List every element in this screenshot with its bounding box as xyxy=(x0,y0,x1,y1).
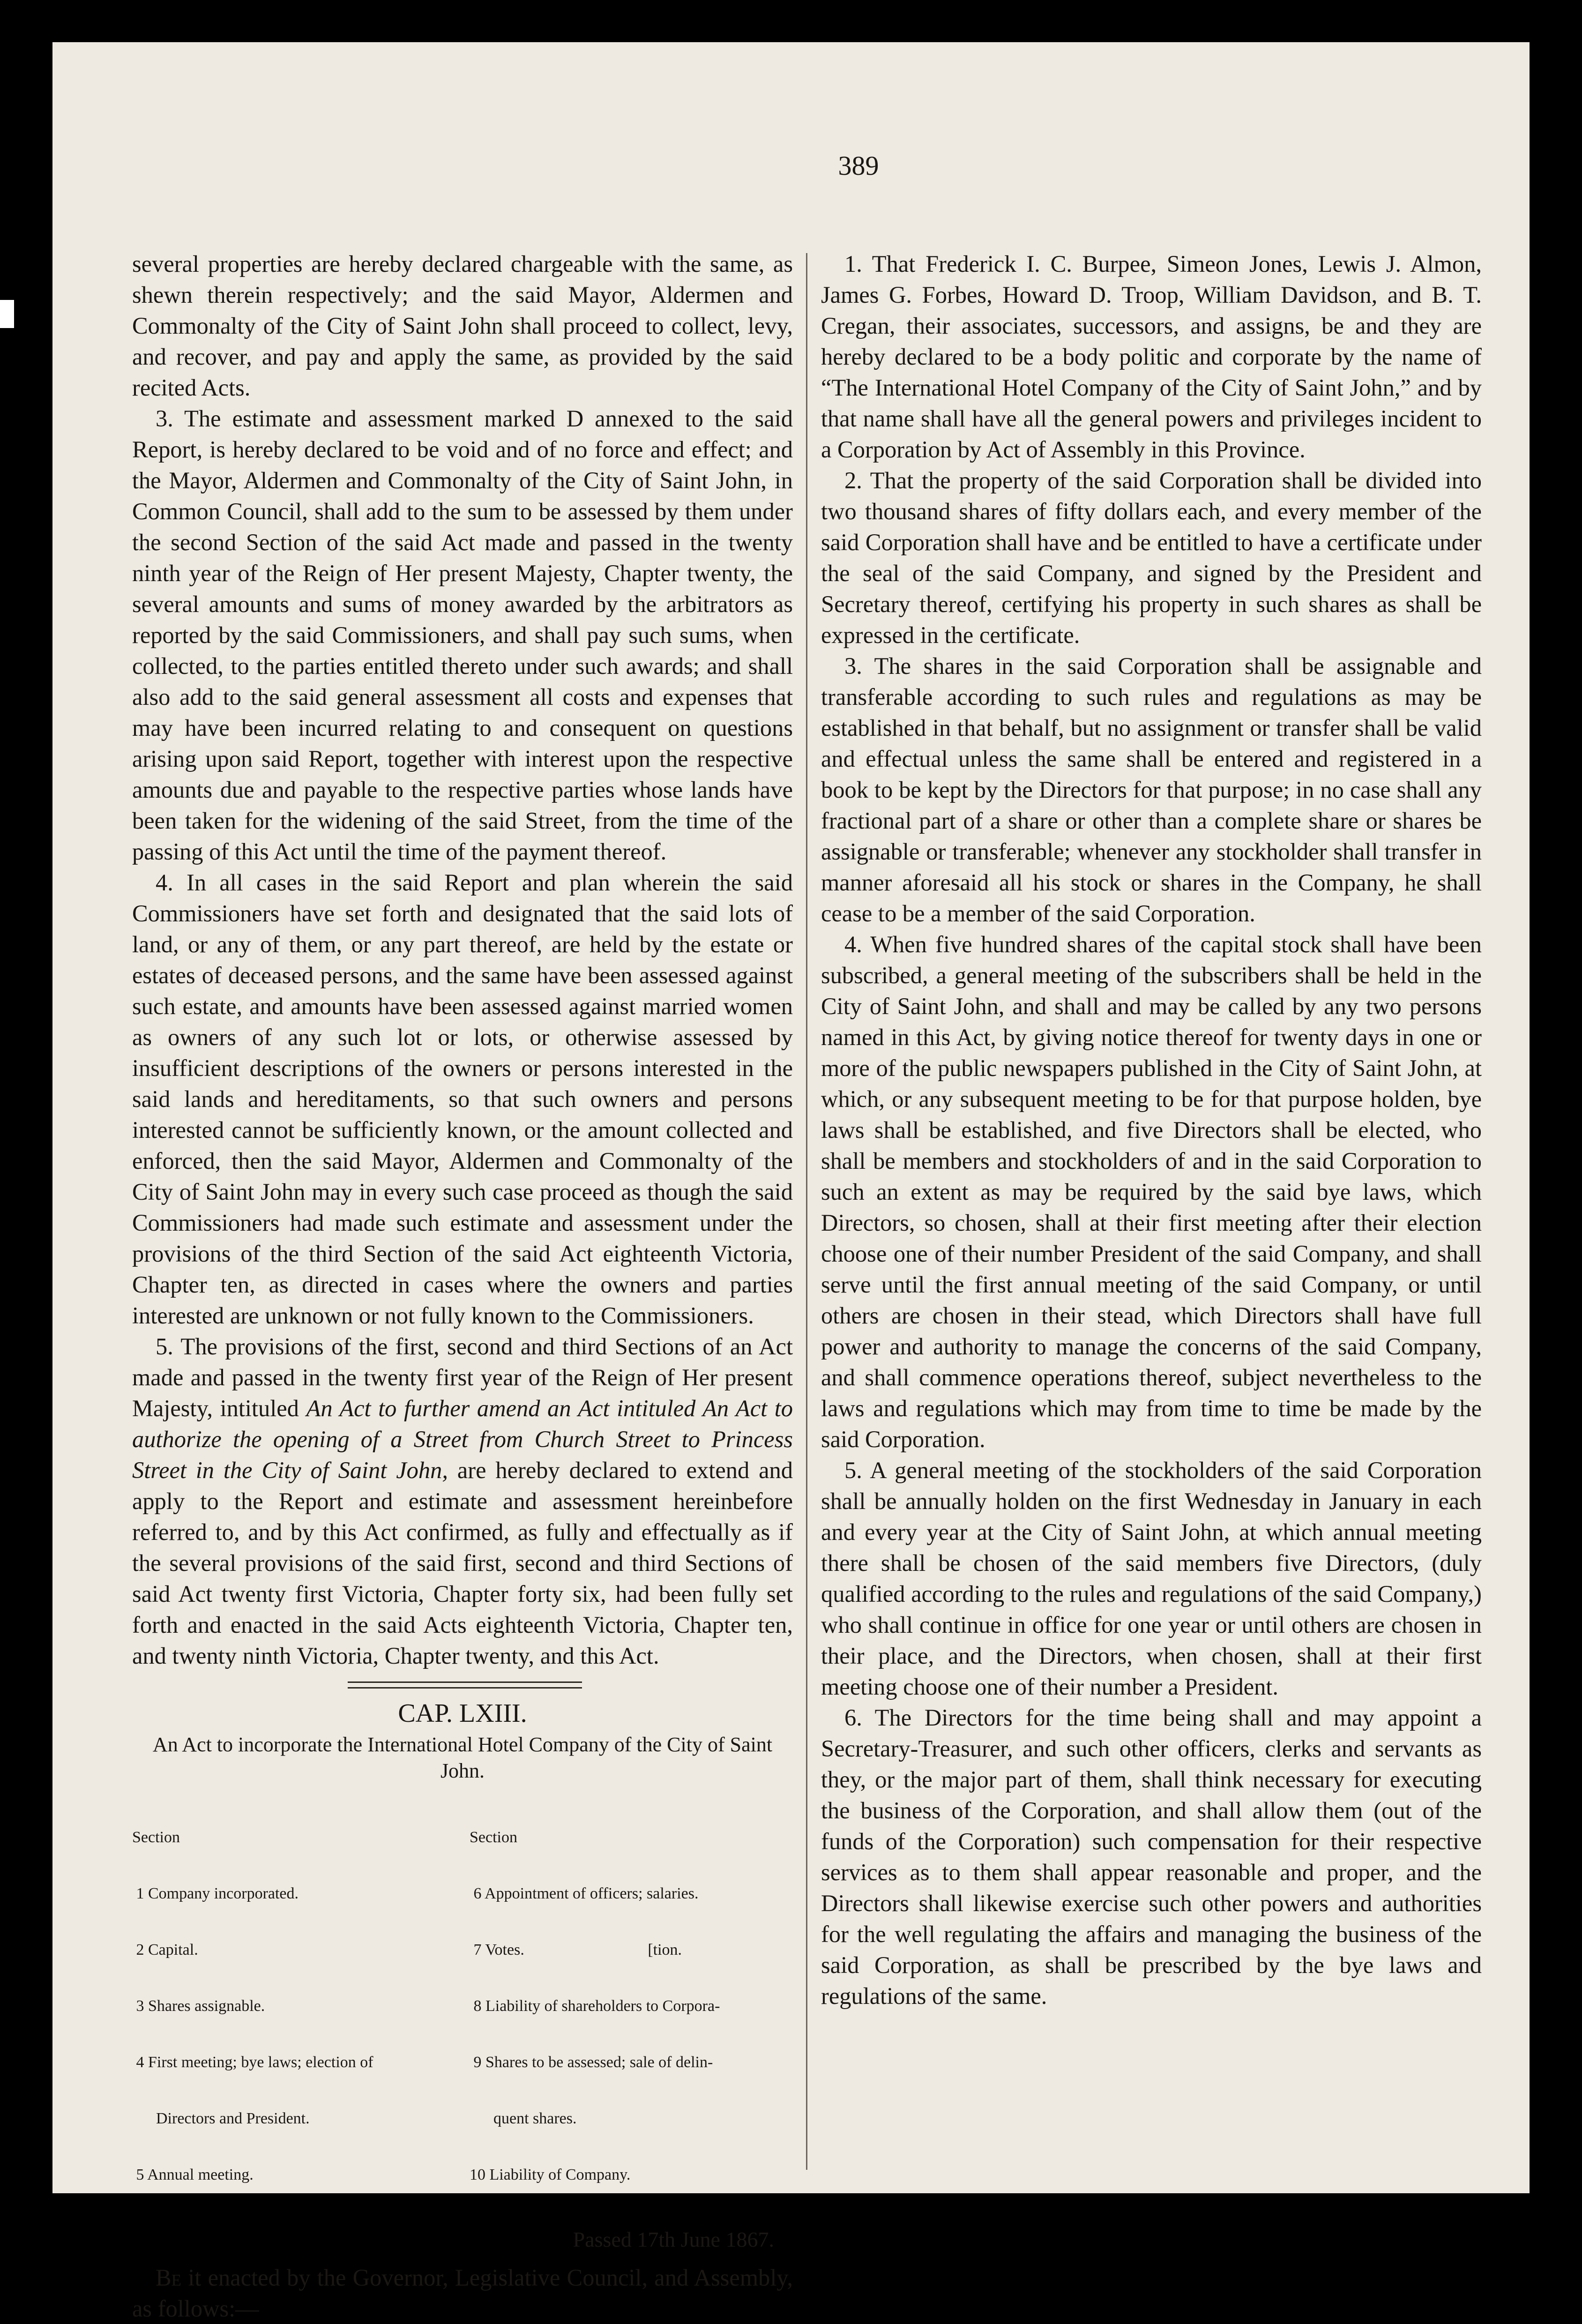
section-index-item: Section xyxy=(132,1829,180,1846)
section-index-item: 8 Liability of shareholders to Corpora- xyxy=(470,1997,720,2015)
document-page xyxy=(52,42,1530,2322)
passed-day-month: 17th June xyxy=(637,2227,720,2251)
paragraph-section-3: 3. The shares in the said Corporation shall be assignable and transferable according to such rules and regulations as may be established in that behalf, but no assignment or transfer shall be valid and effectual unless the same shall be entered and registered in a book to be kept by the Directors for that purpose; in no case shall any fractional part of a share or other than a complete share or shares be assignable or transferable; whenever any stockholder shall transfer in manner aforesaid all his stock or shares in the Company, he shall cease to be a member of the said Corporation. xyxy=(821,653,1482,927)
para5-act-title-italic: An Act to further amend an Act intituled An Act to authorize the opening of a Street from Church Street to Princess Street in the City of Saint John, xyxy=(132,1395,793,1483)
enacting-initial: Be xyxy=(156,2264,182,2291)
section-index-item: 10 Liability of Company. xyxy=(470,2166,631,2183)
paragraph-section-1: 1. That Frederick I. C. Burpee, Simeon Jones, Lewis J. Almon, James G. Forbes, Howard D. Troop, William Davidson, and B. T. Cregan, their associates, successors, and assigns, be and they are hereby declared to be a body politic and corporate by the name of “The International Hotel Company of the City of Saint John,” and by that name shall have all the general powers and privileges incident to a Corporation by Act of Assembly in this Province. xyxy=(821,251,1482,463)
section-index-item: 3 Shares assignable. xyxy=(132,1997,265,2015)
section-divider-rule xyxy=(348,1681,582,1689)
left-column xyxy=(132,248,793,2324)
section-index-right xyxy=(470,1791,793,2222)
section-index-item: 1 Company incorporated. xyxy=(132,1885,299,1902)
paragraph-section-4: 4. In all cases in the said Report and plan wherein the said Commissioners have set forth and designated that the said lots of land, or any of them, or any part thereof, are held by the estate or estates of deceased persons, and the same have been assessed against such estate, and amounts have been assessed against married women as owners of any such lot or lots, or otherwise assessed by insufficient descriptions of the owners or persons interested in the said lands and hereditaments, so that such owners and persons interested cannot be sufficiently known, or the amount collected and enforced, then the said Mayor, Aldermen and Commonalty of the City of Saint John may in every such case proceed as though the said Commissioners had made such estimate and assessment under the provisions of the third Section of the said Act eighteenth Victoria, Chapter ten, as directed in cases where the owners and parties interested are unknown or not fully known to the Commissioners. xyxy=(132,869,793,1329)
chapter-title: CAP. LXIII. xyxy=(398,1699,527,1728)
paragraph-section-5 xyxy=(132,1331,793,1671)
section-index-item: 2 Capital. xyxy=(132,1941,198,1958)
paragraph-section-2: 2. That the property of the said Corporation shall be divided into two thousand shares of fifty dollars each, and every member of the said Corporation shall have and be entitled to have a certificate under the seal of the said Company, and signed by the President and Secretary thereof, certifying his property in such shares as shall be expressed in the certificate. xyxy=(821,467,1482,648)
paragraph-section-3: 3. The estimate and assessment marked D annexed to the said Report, is hereby declared to be void and of no force and effect; and the Mayor, Aldermen and Commonalty of the City of Saint John, in Common Council, shall add to the sum to be assessed by them under the second Section of the said Act made and passed in the twenty ninth year of the Reign of Her present Majesty, Chapter twenty, the several amounts and sums of money awarded by the arbitrators as reported by the said Commissioners, and shall pay such sums, when collected, to the parties entitled thereto under such awards; and shall also add to the said general assessment all costs and expenses that may have been incurred relating to and consequent on questions arising upon said Report, together with interest upon the respective amounts due and payable to the respective parties whose lands have been taken for the widening of the said Street, from the time of the passing of this Act until the time of the payment thereof. xyxy=(132,405,793,865)
enacting-text: it enacted by the Governor, Legislative Council, and Assembly, as follows:— xyxy=(132,2264,793,2322)
section-index-item: quent shares. xyxy=(470,2110,577,2127)
section-index-item: 7 Votes. [tion. xyxy=(470,1941,682,1958)
scanner-tab-mark xyxy=(0,300,14,328)
passed-date xyxy=(132,2226,774,2254)
section-index-item: 4 First meeting; bye laws; election of xyxy=(132,2054,373,2071)
para5-text-start: 5. The provisions of the first, second and third Sections of an Act made and passed in the twenty first year of the Reign of Her present Majesty, intituled xyxy=(132,1333,793,1421)
section-index xyxy=(132,1791,793,2222)
section-index-item: Directors and President. xyxy=(132,2110,310,2127)
paragraph-section-5: 5. A general meeting of the stockholders of the said Corporation shall be annually holden on the first Wednesday in January in each and every year at the City of Saint John, at which annual meeting there shall be chosen of the said members five Directors, (duly qualified according to the rules and regulations of the said Company,) who shall continue in office for one year or until others are chosen in their place, and the Directors, when chosen, shall at their first meeting choose one of their number a President. xyxy=(821,1457,1482,1700)
section-index-item: 6 Appointment of officers; salaries. xyxy=(470,1885,699,1902)
page-number: 389 xyxy=(838,150,879,181)
section-index-item: 9 Shares to be assessed; sale of delin- xyxy=(470,2054,713,2071)
section-index-item: 5 Annual meeting. xyxy=(132,2166,254,2183)
column-divider xyxy=(806,253,807,2170)
enacting-clause xyxy=(132,2262,793,2324)
passed-year: 1867. xyxy=(720,2227,774,2251)
paragraph-section-4: 4. When five hundred shares of the capital stock shall have been subscribed, a general meeting of the subscribers shall be held in the City of Saint John, and shall and may be called by any two persons named in this Act, by giving notice thereof for twenty days in one or more of the public newspapers published in the City of Saint John, at which, or any subsequent meeting to be for that purpose holden, bye laws shall be established, and five Directors shall be elected, who shall be members and stockholders of and in the said Corporation to such an extent as may be required by the said bye laws, which Directors, so chosen, shall at their first meeting after their election choose one of their number President of the said Company, and shall serve until the first annual meeting of the said Company, or until others are chosen in their stead, which Directors shall have full power and authority to manage the concerns of the said Company, and shall commence operations thereof, subject nevertheless to the laws and regulations which may from time to time be made by the said Corporation. xyxy=(821,931,1482,1452)
right-column xyxy=(821,248,1482,2011)
section-index-left xyxy=(132,1791,455,2222)
passed-label: Passed xyxy=(573,2227,637,2251)
paragraph-section-6: 6. The Directors for the time being shall and may appoint a Secretary-Treasurer, and such other officers, clerks and servants as they, or the major part of them, shall think necessary for executing the business of the Corporation, and shall allow them (out of the funds of the Corporation) such compensation for their respective services as to them shall appear reasonable and proper, and the Directors shall likewise exercise such other powers and authorities for the well regulating the affairs and managing the business of the said Corporation, as shall be prescribed by the bye laws and regulations of the same. xyxy=(821,1704,1482,2009)
paragraph-continued: several properties are hereby declared chargeable with the same, as shewn therein respectively; and the said Mayor, Aldermen and Commonalty of the City of Saint John shall proceed to collect, levy, and recover, and pay and apply the same, as provided by the said recited Acts. xyxy=(132,251,793,401)
para5-text-end: are hereby declared to extend and apply to the Report and estimate and assessment hereinbefore referred to, and by this Act confirmed, as fully and effectually as if the several provisions of the said first, second and third Sections of said Act twenty first Victoria, Chapter forty six, had been fully set forth and enacted in the said Acts eighteenth Victoria, Chapter ten, and twenty ninth Victoria, Chapter twenty, and this Act. xyxy=(132,1457,793,1669)
act-title: An Act to incorporate the International Hotel Company of the City of Saint John. xyxy=(152,1733,773,1782)
section-index-item: Section xyxy=(470,1829,517,1846)
